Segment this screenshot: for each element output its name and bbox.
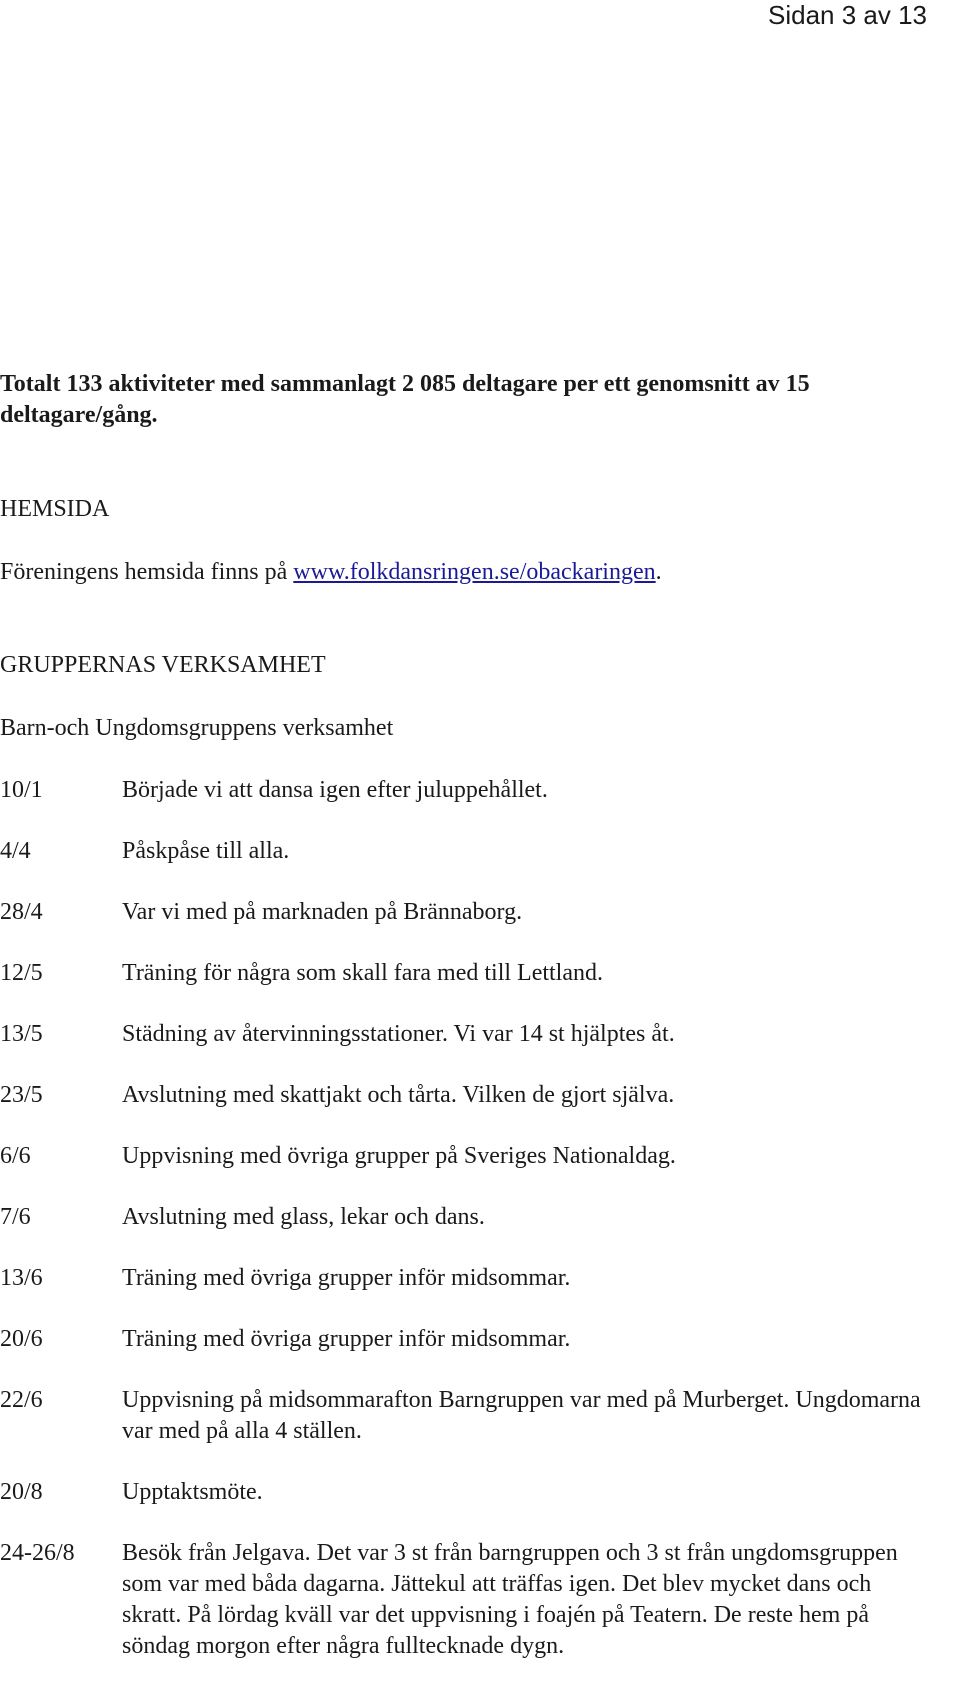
- activity-entry: [0, 1538, 960, 1662]
- entry-date: 20/6: [0, 1326, 43, 1352]
- entry-text: Började vi att dansa igen efter juluppehållet.: [122, 777, 548, 803]
- activity-entry: [0, 1202, 960, 1233]
- entry-date: 24-26/8: [0, 1540, 75, 1566]
- entry-date: 28/4: [0, 899, 43, 925]
- entry-date: 6/6: [0, 1143, 31, 1169]
- entry-text: Uppvisning på midsommarafton Barngruppen var med på Murberget. Ungdomarna var med på alla 4 ställen.: [122, 1387, 921, 1444]
- entry-text: Uppvisning med övriga grupper på Sveriges Nationaldag.: [122, 1143, 676, 1169]
- hemsida-text-after: .: [655, 559, 662, 585]
- activity-entry: [0, 1385, 960, 1447]
- gruppernas-heading: GRUPPERNAS VERKSAMHET: [0, 652, 326, 678]
- activity-entry: [0, 958, 960, 989]
- page-number: Sidan 3 av 13: [767, 0, 927, 30]
- entry-text: Träning för några som skall fara med till Lettland.: [122, 960, 603, 986]
- entry-text: Upptaktsmöte.: [122, 1479, 263, 1505]
- entry-text: Träning med övriga grupper inför midsommar.: [122, 1326, 571, 1352]
- group-subheading: Barn-och Ungdomsgruppens verksamhet: [0, 715, 394, 741]
- activity-entry: [0, 1263, 960, 1294]
- entry-date: 12/5: [0, 960, 43, 986]
- activity-entry: [0, 1080, 960, 1111]
- activity-entry: [0, 1019, 960, 1050]
- activity-entry: [0, 775, 960, 806]
- entry-text: Avslutning med skattjakt och tårta. Vilken de gjort själva.: [122, 1082, 675, 1108]
- entry-date: 10/1: [0, 777, 43, 803]
- activity-entry: [0, 836, 960, 867]
- entry-text: Påskpåse till alla.: [122, 838, 290, 864]
- website-link[interactable]: www.folkdansringen.se/obackaringen: [293, 559, 656, 585]
- entry-date: 22/6: [0, 1387, 43, 1413]
- hemsida-heading: HEMSIDA: [0, 496, 110, 522]
- entry-date: 4/4: [0, 838, 31, 864]
- entry-text: Avslutning med glass, lekar och dans.: [122, 1204, 485, 1230]
- entry-text: Besök från Jelgava. Det var 3 st från barngruppen och 3 st från ungdomsgruppen som var med båda dagarna. Jättekul att träffas igen. Det blev mycket dans och skratt. På lördag kväll var det uppvisning i foajén på Teatern. De reste hem på söndag morgon efter några fulltecknade dygn.: [122, 1540, 898, 1659]
- activity-entry: [0, 1324, 960, 1355]
- entry-text: Var vi med på marknaden på Brännaborg.: [122, 899, 523, 925]
- entry-date: 20/8: [0, 1479, 43, 1505]
- entry-text: Träning med övriga grupper inför midsommar.: [122, 1265, 571, 1291]
- activity-entry: [0, 1477, 960, 1508]
- entry-date: 23/5: [0, 1082, 43, 1108]
- activity-list: [0, 775, 960, 1692]
- hemsida-paragraph: [0, 557, 662, 588]
- entry-text: Städning av återvinningsstationer. Vi var 14 st hjälptes åt.: [122, 1021, 675, 1047]
- activity-entry: [0, 1141, 960, 1172]
- activity-summary: Totalt 133 aktiviteter med sammanlagt 2 085 deltagare per ett genomsnitt av 15 deltagare/gång.: [0, 371, 810, 428]
- hemsida-text-before: Föreningens hemsida finns på: [0, 559, 294, 585]
- entry-date: 13/5: [0, 1021, 43, 1047]
- entry-date: 7/6: [0, 1204, 31, 1230]
- entry-date: 13/6: [0, 1265, 43, 1291]
- activity-entry: [0, 897, 960, 928]
